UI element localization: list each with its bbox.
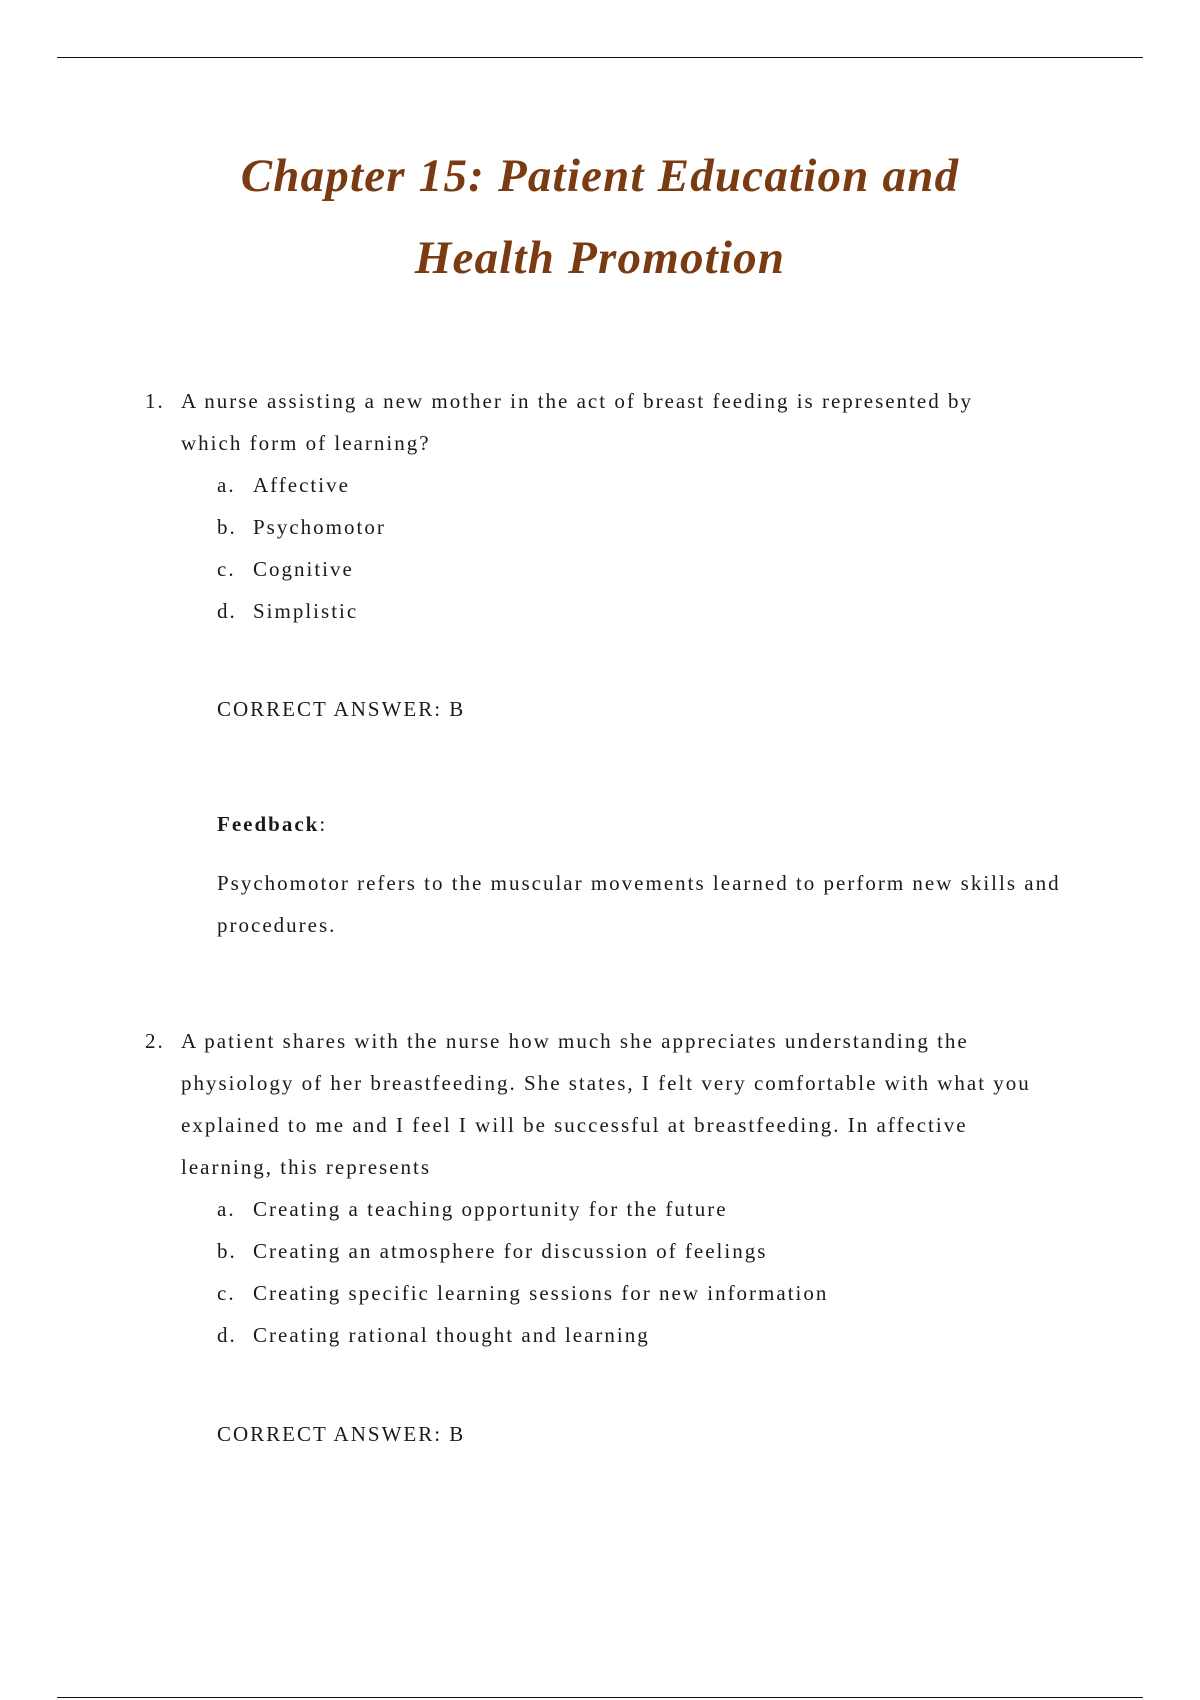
feedback-text: Psychomotor refers to the muscular movements learned to perform new skills and procedures. [217, 871, 1061, 937]
option-a [217, 464, 1045, 506]
top-rule [57, 57, 1143, 58]
option-text: Creating specific learning sessions for new information [253, 1281, 829, 1305]
question-text: A patient shares with the nurse how much she appreciates understanding the physiology of her breastfeeding. She states, I felt very comfortable with what you explained to me and I feel I will be successful at breastfeeding. In affective learning, this represents [181, 1029, 1031, 1179]
option-b [217, 506, 1045, 548]
bottom-rule [57, 1697, 1143, 1698]
correct-answer: CORRECT ANSWER: B [217, 1422, 466, 1446]
question-2-body [145, 1020, 1045, 1356]
option-text: Creating an atmosphere for discussion of feelings [253, 1239, 768, 1263]
option-list [217, 1188, 1045, 1356]
option-c [217, 1272, 1045, 1314]
option-text: Psychomotor [253, 515, 386, 539]
option-list [217, 464, 1045, 632]
question-text: A nurse assisting a new mother in the act of breast feeding is represented by which form of learning? [181, 389, 973, 455]
title-line-2: Health Promotion [414, 232, 786, 284]
option-text: Affective [253, 473, 350, 497]
option-text: Simplistic [253, 599, 359, 623]
feedback-colon: : [319, 812, 328, 836]
option-d [217, 1314, 1045, 1356]
question-number: 1. [145, 389, 165, 413]
option-letter: d. [217, 1323, 237, 1347]
option-letter: d. [217, 599, 237, 623]
option-text: Creating rational thought and learning [253, 1323, 650, 1347]
option-d [217, 590, 1045, 632]
option-letter: b. [217, 515, 237, 539]
option-letter: a. [217, 473, 236, 497]
question-1-body [145, 380, 1045, 632]
page-title [0, 135, 1200, 299]
option-text: Creating a teaching opportunity for the future [253, 1197, 728, 1221]
option-c [217, 548, 1045, 590]
option-letter: c. [217, 1281, 236, 1305]
feedback-label-text: Feedback [217, 812, 320, 836]
option-letter: b. [217, 1239, 237, 1263]
option-letter: a. [217, 1197, 236, 1221]
correct-answer: CORRECT ANSWER: B [217, 697, 466, 721]
question-number: 2. [145, 1029, 165, 1053]
title-line-1: Chapter 15: Patient Education and [240, 150, 960, 202]
option-b [217, 1230, 1045, 1272]
option-a [217, 1188, 1045, 1230]
option-text: Cognitive [253, 557, 354, 581]
option-letter: c. [217, 557, 236, 581]
feedback-label [217, 803, 327, 845]
